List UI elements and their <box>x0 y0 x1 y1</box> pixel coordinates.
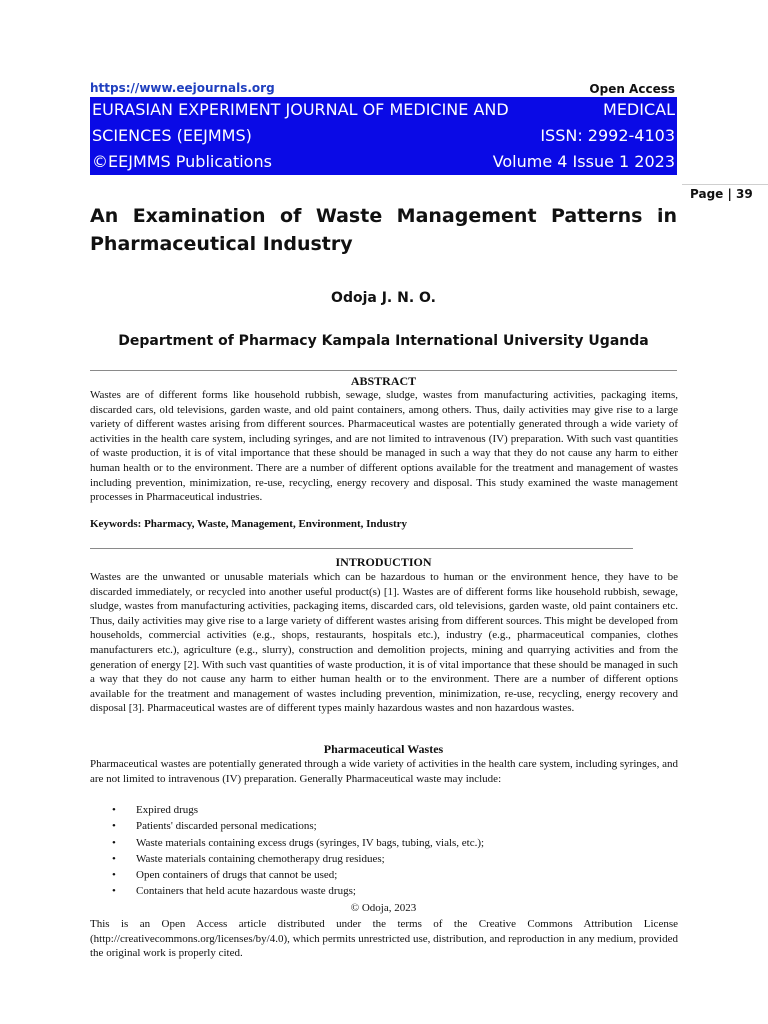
author-affiliation: Department of Pharmacy Kampala International University Uganda <box>118 333 649 349</box>
list-item <box>112 883 484 899</box>
introduction-divider <box>90 548 633 549</box>
article-author: Odoja J. N. O. <box>331 290 436 306</box>
bullet-icon: • <box>112 804 116 816</box>
pharmaceutical-wastes-heading: Pharmaceutical Wastes <box>323 742 444 756</box>
list-item <box>112 851 484 867</box>
banner-journal-abbrev: SCIENCES (EEJMMS) <box>92 126 252 145</box>
journal-url-link[interactable]: https://www.eejournals.org <box>90 81 275 95</box>
bullet-icon: • <box>112 836 116 849</box>
list-item-text: Open containers of drugs that cannot be used; <box>136 869 338 882</box>
bullet-icon: • <box>112 852 116 865</box>
list-item-text: Waste materials containing chemotherapy drug residues; <box>136 852 385 865</box>
open-access-label: Open Access <box>589 82 675 96</box>
list-item <box>112 818 484 834</box>
bullet-icon: • <box>112 820 116 833</box>
banner-journal-name-end: MEDICAL <box>603 100 675 119</box>
banner-issn: ISSN: 2992-4103 <box>540 126 675 145</box>
copyright-notice: © Odoja, 2023 <box>350 902 417 914</box>
introduction-text: Wastes are the unwanted or unusable materials which can be hazardous to human or the environment hence, they have to be discarded immediately, or recycled into another useful product(s) [1]. Wastes are of different forms like household rubbish, sewage, sludge, wastes from manufacturing activities, packaging items, discarded cars, old televisions, garden waste, old paint containers etc. Thus, daily activities may give rise to a large variety of different wastes arising from different sources. This might be developed from households, commercial activities (e.g., shops, restaurants, hospitals etc.), industry (e.g., pharmaceutical companies, clothes manufacturers etc.), agriculture (e.g., slurry), construction and demolition projects, mining and quarrying activities and from the generation of energy [2]. With such vast quantities of waste production, it is of vital importance that these should be managed in such a way that they do not cause any harm to either human health or to the environment. There are a number of different options available for the treatment and management of wastes including prevention, minimization, re-use, recycling, energy recovery and disposal [3]. Pharmaceutical wastes are of different types mainly hazardous wastes and non hazardous wastes. <box>90 571 678 715</box>
list-item-text: Expired drugs <box>136 804 199 816</box>
banner-journal-name: EURASIAN EXPERIMENT JOURNAL OF MEDICINE AND <box>92 100 509 119</box>
banner-row-1 <box>92 97 675 123</box>
abstract-text: Wastes are of different forms like household rubbish, sewage, sludge, wastes from manufacturing activities, packaging items, discarded cars, old televisions, garden waste, and old paint containers, among others. Thus, daily activities may give rise to a large variety of different wastes arising from different sources. Pharmaceutical wastes are potentially generated through a wide variety of activities in the health care system, including syringes, and are not limited to intravenous (IV) preparation. With such vast quantities of waste production, it is of vital importance that these should be managed in such a way that they do not cause any harm to either human health or to the environment. There are a number of different options available for the treatment and management of wastes including prevention, minimization, re-use, recycling, energy recovery and disposal. This study examined the waste management processes in Pharmaceutical industries. <box>90 389 678 504</box>
list-item-text: Patients' discarded personal medications; <box>136 820 317 833</box>
abstract-heading: ABSTRACT <box>350 374 417 388</box>
list-item <box>112 802 484 818</box>
introduction-heading: INTRODUCTION <box>335 555 432 569</box>
list-item <box>112 835 484 851</box>
list-item-text: Waste materials containing excess drugs (syringes, IV bags, tubing, vials, etc.); <box>136 836 485 849</box>
abstract-divider <box>90 370 677 371</box>
keywords: Keywords: Pharmacy, Waste, Management, Environment, Industry <box>90 518 408 530</box>
license-notice: This is an Open Access article distributed under the terms of the Creative Commons Attribution License (http://creativecommons.org/licenses/by/4.0), which permits unrestricted use, distribution, and reproduction in any medium, provided the original work is properly cited. <box>90 918 678 959</box>
banner-row-2 <box>92 123 675 149</box>
bullet-icon: • <box>112 869 116 882</box>
banner-row-3 <box>92 149 675 175</box>
article-title: An Examination of Waste Management Patterns in Pharmaceutical Industry <box>90 205 677 255</box>
banner-publisher: ©EEJMMS Publications <box>92 152 272 171</box>
pharmaceutical-waste-list <box>112 802 484 900</box>
journal-banner <box>90 97 677 175</box>
banner-volume-issue: Volume 4 Issue 1 2023 <box>492 152 675 171</box>
page-number: Page | 39 <box>690 187 753 201</box>
list-item-text: Containers that held acute hazardous waste drugs; <box>136 885 356 898</box>
page-number-rule <box>682 184 768 185</box>
pharmaceutical-wastes-text: Pharmaceutical wastes are potentially generated through a wide variety of activities in the health care system, including syringes, and are not limited to intravenous (IV) preparation. Generally Pharmaceutical waste may include: <box>90 758 678 785</box>
list-item <box>112 867 484 883</box>
bullet-icon: • <box>112 885 116 898</box>
